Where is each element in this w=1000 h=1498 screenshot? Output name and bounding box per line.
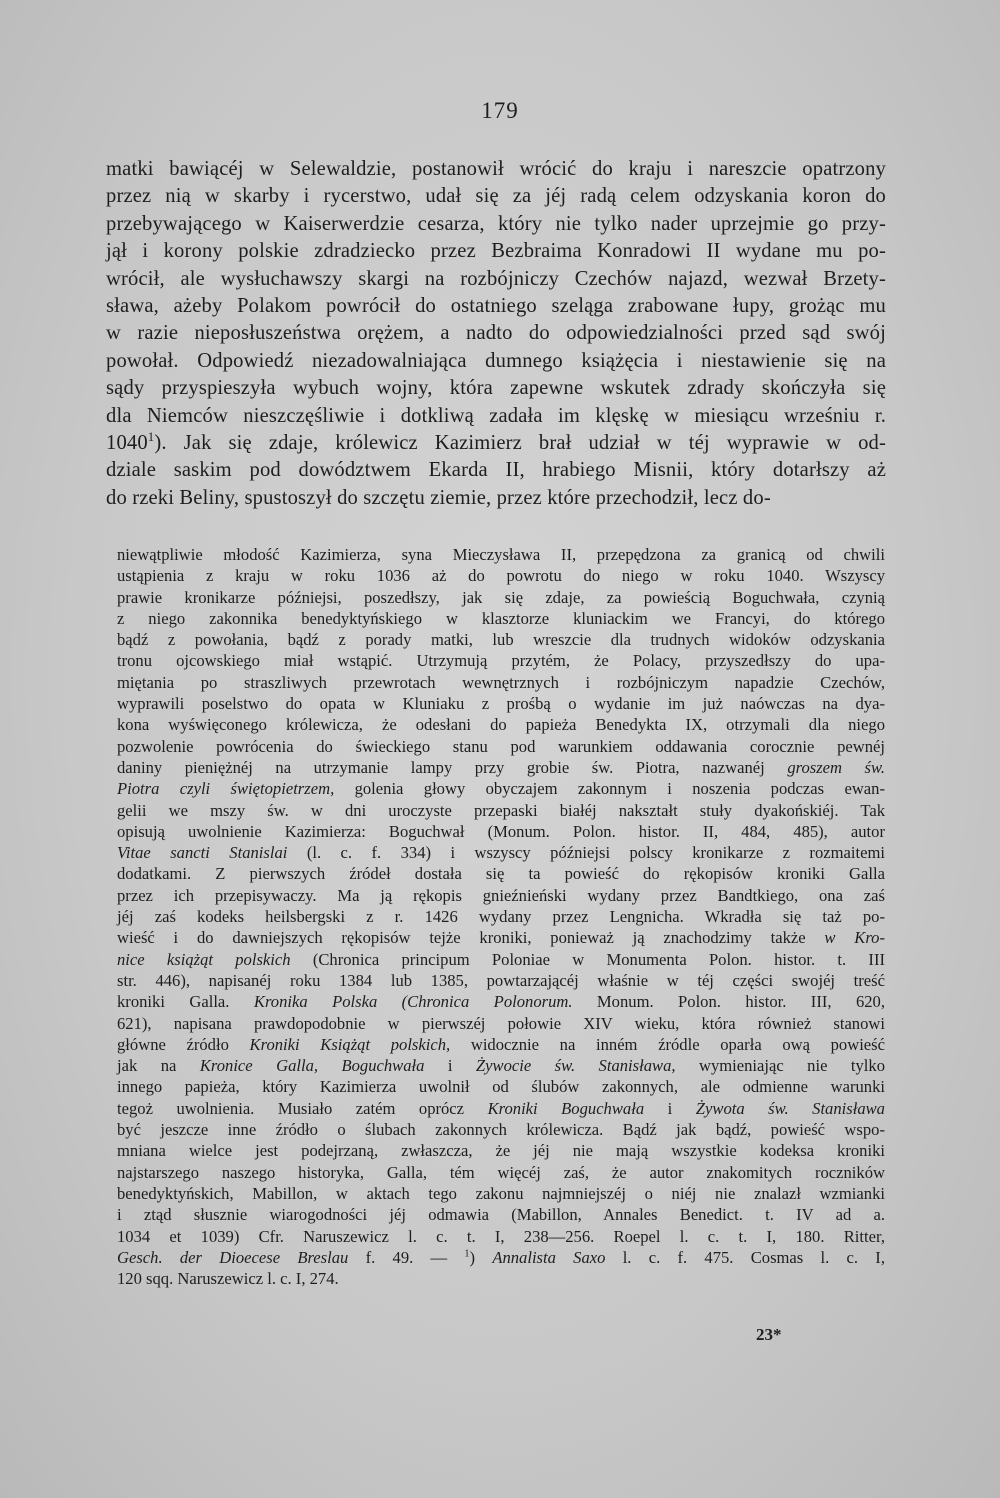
- footnote-ref: 1: [464, 1248, 470, 1260]
- footnote-line: [117, 565, 885, 586]
- italic-title: Żywocie św. Stanisława,: [475, 1056, 676, 1076]
- main-text-line: [106, 238, 886, 265]
- text-run: kona wyświęconego królewicza, że odesłani do papieża Benedykta IX, otrzymali dla niego: [117, 715, 885, 735]
- footnote-line: [117, 629, 885, 650]
- text-run: innego papieża, który Kazimierza uwolnił od ślubów zakonnych, ale odmienne warunki: [117, 1077, 885, 1097]
- text-run: bądź z powołania, bądź z porady matki, lub wreszcie dla trudnych widoków odzyskania: [117, 630, 885, 650]
- footnote-line: [117, 693, 885, 714]
- text-run: wrócił, ale wysłuchawszy skargi na rozbójniczy Czechów najazd, wezwał Brzety-: [106, 267, 886, 290]
- text-run: opisują uwolnienie Kazimierza: Boguchwał (Monum. Polon. histor. II, 484, 485), autor: [117, 821, 885, 841]
- italic-title: Annalista Saxo: [492, 1247, 606, 1267]
- footnote-line: [117, 1013, 885, 1034]
- text-run: gelii we mszy św. w dni uroczyste przepaski białéj nakształt stuły dyakońskiéj. Tak: [117, 800, 885, 820]
- footnote-line: [117, 714, 885, 735]
- footnote-line: [117, 1098, 885, 1119]
- main-text-line: [106, 183, 886, 210]
- main-text-line: [106, 457, 886, 484]
- text-run: pozwolenie powrócenia do świeckiego stanu pod warunkiem oddawania corocznie pewnéj: [117, 736, 885, 756]
- text-run: 1034 et 1039) Cfr. Naruszewicz l. c. t. I, 238—256. Roepel l. c. t. I, 180. Ritter,: [117, 1226, 885, 1246]
- footnote-line: [117, 1140, 885, 1161]
- footnote-line: [117, 1183, 885, 1204]
- text-run: (Chronica principum Poloniae w Monumenta Polon. histor. t. III: [290, 949, 885, 969]
- text-run: prawie kronikarze późniejsi, poszedłszy, jak się zdaje, za powieścią Boguchwała, czynią: [117, 587, 885, 607]
- text-run: widocznie na inném źródle oparła ową powieść: [450, 1034, 885, 1054]
- text-run: główne źródło: [117, 1034, 250, 1054]
- footnote-line: [117, 1247, 885, 1268]
- footnote-line: [117, 1119, 885, 1140]
- text-run: matki bawiącéj w Selewaldzie, postanowił wrócić do kraju i nareszcie opatrzony: [106, 158, 886, 180]
- text-run: f. 49. —: [348, 1247, 465, 1267]
- text-run: dodatkami. Z pierwszych źródeł dostała się ta powieść do rękopisów kroniki Galla: [117, 864, 885, 884]
- text-run: wymieniając nie tylko: [675, 1056, 885, 1076]
- main-text-line: [106, 211, 886, 238]
- footnotes: [117, 544, 885, 1289]
- text-run: przez ich przepisywaczy. Ma ją rękopis gnieźnieński wydany przez Bandtkiego, ona zaś: [117, 885, 885, 905]
- text-run: benedyktyńskich, Mabillon, w aktach tego zakonu najmniejszéj o niéj nie znalazł wzmianki: [117, 1183, 885, 1203]
- footnote-line: [117, 991, 885, 1012]
- text-run: jéj zaś kodeks heilsbergski z r. 1426 wydany przez Lengnicha. Wkradła się taż po-: [117, 907, 885, 927]
- main-text-line: [106, 266, 886, 293]
- text-run: daniny pieniężnéj na utrzymanie lampy przy grobie św. Piotra, nazwanéj: [117, 757, 788, 777]
- main-text-line: [106, 485, 886, 512]
- text-run: najstarszego naszego historyka, Galla, tém więcéj zaś, że autor znakomitych roczników: [117, 1162, 885, 1182]
- footnote-line: [117, 1204, 885, 1225]
- text-run: tegoż uwolnienia. Musiało zatém oprócz: [117, 1098, 488, 1118]
- footnote-ref: 1: [147, 430, 155, 445]
- text-run: powołał. Odpowiedź niezadowalniająca dumnego książęcia i niestawienie się na: [106, 349, 886, 372]
- text-run: z niego zakonnika benedyktyńskiego w klasztorze kluniackim we Francyi, do którego: [117, 608, 885, 628]
- footnote-line: [117, 1162, 885, 1183]
- main-text-line: [106, 156, 886, 183]
- main-text-line: [106, 430, 886, 457]
- footnote-line: [117, 949, 885, 970]
- text-run: ). Jak się zdaje, królewicz Kazimierz brał udział w téj wyprawie w od-: [154, 432, 886, 455]
- footnote-line: [117, 736, 885, 757]
- main-text-line: [106, 348, 886, 375]
- footnote-line: [117, 1268, 885, 1289]
- footnote-line: [117, 906, 885, 927]
- text-run: ): [469, 1247, 493, 1267]
- italic-title: groszem św.: [787, 757, 885, 777]
- footnote-line: [117, 800, 885, 821]
- text-run: wyprawili poselstwo do opata w Kluniaku z prośbą o wydanie im już naówczas na dya-: [117, 694, 885, 714]
- text-run: 120 sqq. Naruszewicz l. c. I, 274.: [117, 1269, 339, 1289]
- footnote-line: [117, 970, 885, 991]
- text-run: być jeszcze inne źródło o ślubach zakonnych królewicza. Bądź jak bądź, powieść wspo-: [117, 1120, 885, 1140]
- text-run: przebywającego w Kaiserwerdzie cesarza, który nie tylko nader uprzejmie go przy-: [106, 212, 886, 235]
- text-run: golenia głowy obyczajem zakonnym i noszenia podczas ewan-: [334, 779, 885, 799]
- text-run: ustąpienia z kraju w roku 1036 aż do powrotu do niego w roku 1040. Wszyscy: [117, 566, 885, 586]
- italic-title: Kroniki Książąt polskich,: [249, 1034, 451, 1054]
- text-run: w razie nieposłuszeństwa orężem, a nadto do odpowiedzialności przed sąd swój: [106, 322, 886, 345]
- text-run: kroniki Galla.: [117, 992, 254, 1012]
- footnote-line: [117, 1034, 885, 1055]
- text-run: 1040: [106, 432, 148, 455]
- footnote-line: [117, 842, 885, 863]
- text-run: jak na: [117, 1056, 200, 1076]
- footnote-line: [117, 863, 885, 884]
- text-run: miętania po straszliwych przewrotach wewnętrznych i rozbójniczym napadzie Czechów,: [117, 672, 885, 692]
- footnote-line: [117, 885, 885, 906]
- text-run: i ztąd słusznie wiarogodności jéj odmawia (Mabillon, Annales Benedict. t. IV ad a.: [117, 1205, 885, 1225]
- main-text-line: [106, 320, 886, 347]
- text-run: wieść i do dawniejszych rękopisów tejże kroniki, ponieważ ją znachodzimy także: [117, 928, 825, 948]
- footnote-line: [117, 608, 885, 629]
- italic-title: Vitae sancti Stanislai: [117, 843, 288, 863]
- text-run: niewątpliwie młodość Kazimierza, syna Mieczysława II, przepędzona za granicą od chwili: [117, 545, 885, 564]
- text-run: 621), napisana prawdopodobnie w pierwszéj połowie XIV wieku, która również stanowi: [117, 1013, 885, 1033]
- main-text-line: [106, 293, 886, 320]
- text-run: i: [424, 1056, 476, 1076]
- text-run: przez nią w skarby i rycerstwo, udał się za jéj radą celem odzyskania koron do: [106, 185, 886, 208]
- italic-title: w Kro-: [824, 928, 886, 948]
- text-run: Monum. Polon. histor. III, 620,: [572, 992, 885, 1012]
- page-number: 179: [481, 98, 519, 123]
- text-run: l. c. f. 475. Cosmas l. c. I,: [605, 1247, 885, 1267]
- text-run: tronu ojcowskiego miał wstąpić. Utrzymują przytém, że Polacy, przyszedłszy do upa-: [117, 651, 885, 671]
- italic-title: nice książąt polskich: [117, 949, 291, 969]
- footnote-line: [117, 650, 885, 671]
- footnote-line: [117, 1226, 885, 1247]
- text-run: i: [644, 1098, 696, 1118]
- signature-mark: 23*: [756, 1325, 782, 1344]
- footnote-line: [117, 778, 885, 799]
- text-run: dziale saskim pod dowództwem Ekarda II, hrabiego Misnii, który dotarłszy aż: [106, 459, 886, 482]
- italic-title: Piotra czyli świętopietrzem,: [117, 779, 335, 799]
- footnote-line: [117, 757, 885, 778]
- text-run: str. 446), napisanéj roku 1384 lub 1385, powtarzającéj właśnie w téj części swojéj treść: [117, 970, 885, 990]
- text-run: sława, ażeby Polakom powrócił do ostatniego szeląga zrabowane łupy, grożąc mu: [106, 295, 886, 318]
- italic-title: Żywota św. Stanisława: [695, 1098, 885, 1118]
- text-run: dla Niemców nieszczęśliwie i dotkliwą zadała im klęskę w miesiącu wrześniu r.: [106, 404, 886, 427]
- footnote-line: [117, 544, 885, 565]
- italic-title: Kroniki Boguchwała: [487, 1098, 645, 1118]
- footnote-line: [117, 587, 885, 608]
- footnote-line: [117, 927, 885, 948]
- footnote-line: [117, 1076, 885, 1097]
- italic-title: Kronice Galla, Boguchwała: [199, 1056, 425, 1076]
- footnote-line: [117, 1055, 885, 1076]
- main-text-line: [106, 403, 886, 430]
- italic-title: Kronika Polska (Chronica Polonorum.: [253, 992, 573, 1012]
- main-text: [106, 156, 886, 512]
- main-text-line: [106, 375, 886, 402]
- italic-title: Gesch. der Dioecese Breslau: [117, 1247, 349, 1267]
- text-run: (l. c. f. 334) i wszyscy późniejsi polscy kronikarze z rozmaitemi: [287, 843, 885, 863]
- footnote-line: [117, 672, 885, 693]
- text-run: sądy przyspieszyła wybuch wojny, która zapewne wskutek zdrady skończyła się: [106, 377, 886, 400]
- text-run: jął i korony polskie zdradziecko przez Bezbraima Konradowi II wydane mu po-: [106, 240, 886, 263]
- footnote-line: [117, 821, 885, 842]
- text-run: do rzeki Beliny, spustoszył do szczętu ziemie, przez które przechodził, lecz do-: [106, 486, 771, 509]
- text-run: mniana wielce jest podejrzaną, zwłaszcza, że jéj nie mają wszystkie kodeksa kroniki: [117, 1141, 885, 1161]
